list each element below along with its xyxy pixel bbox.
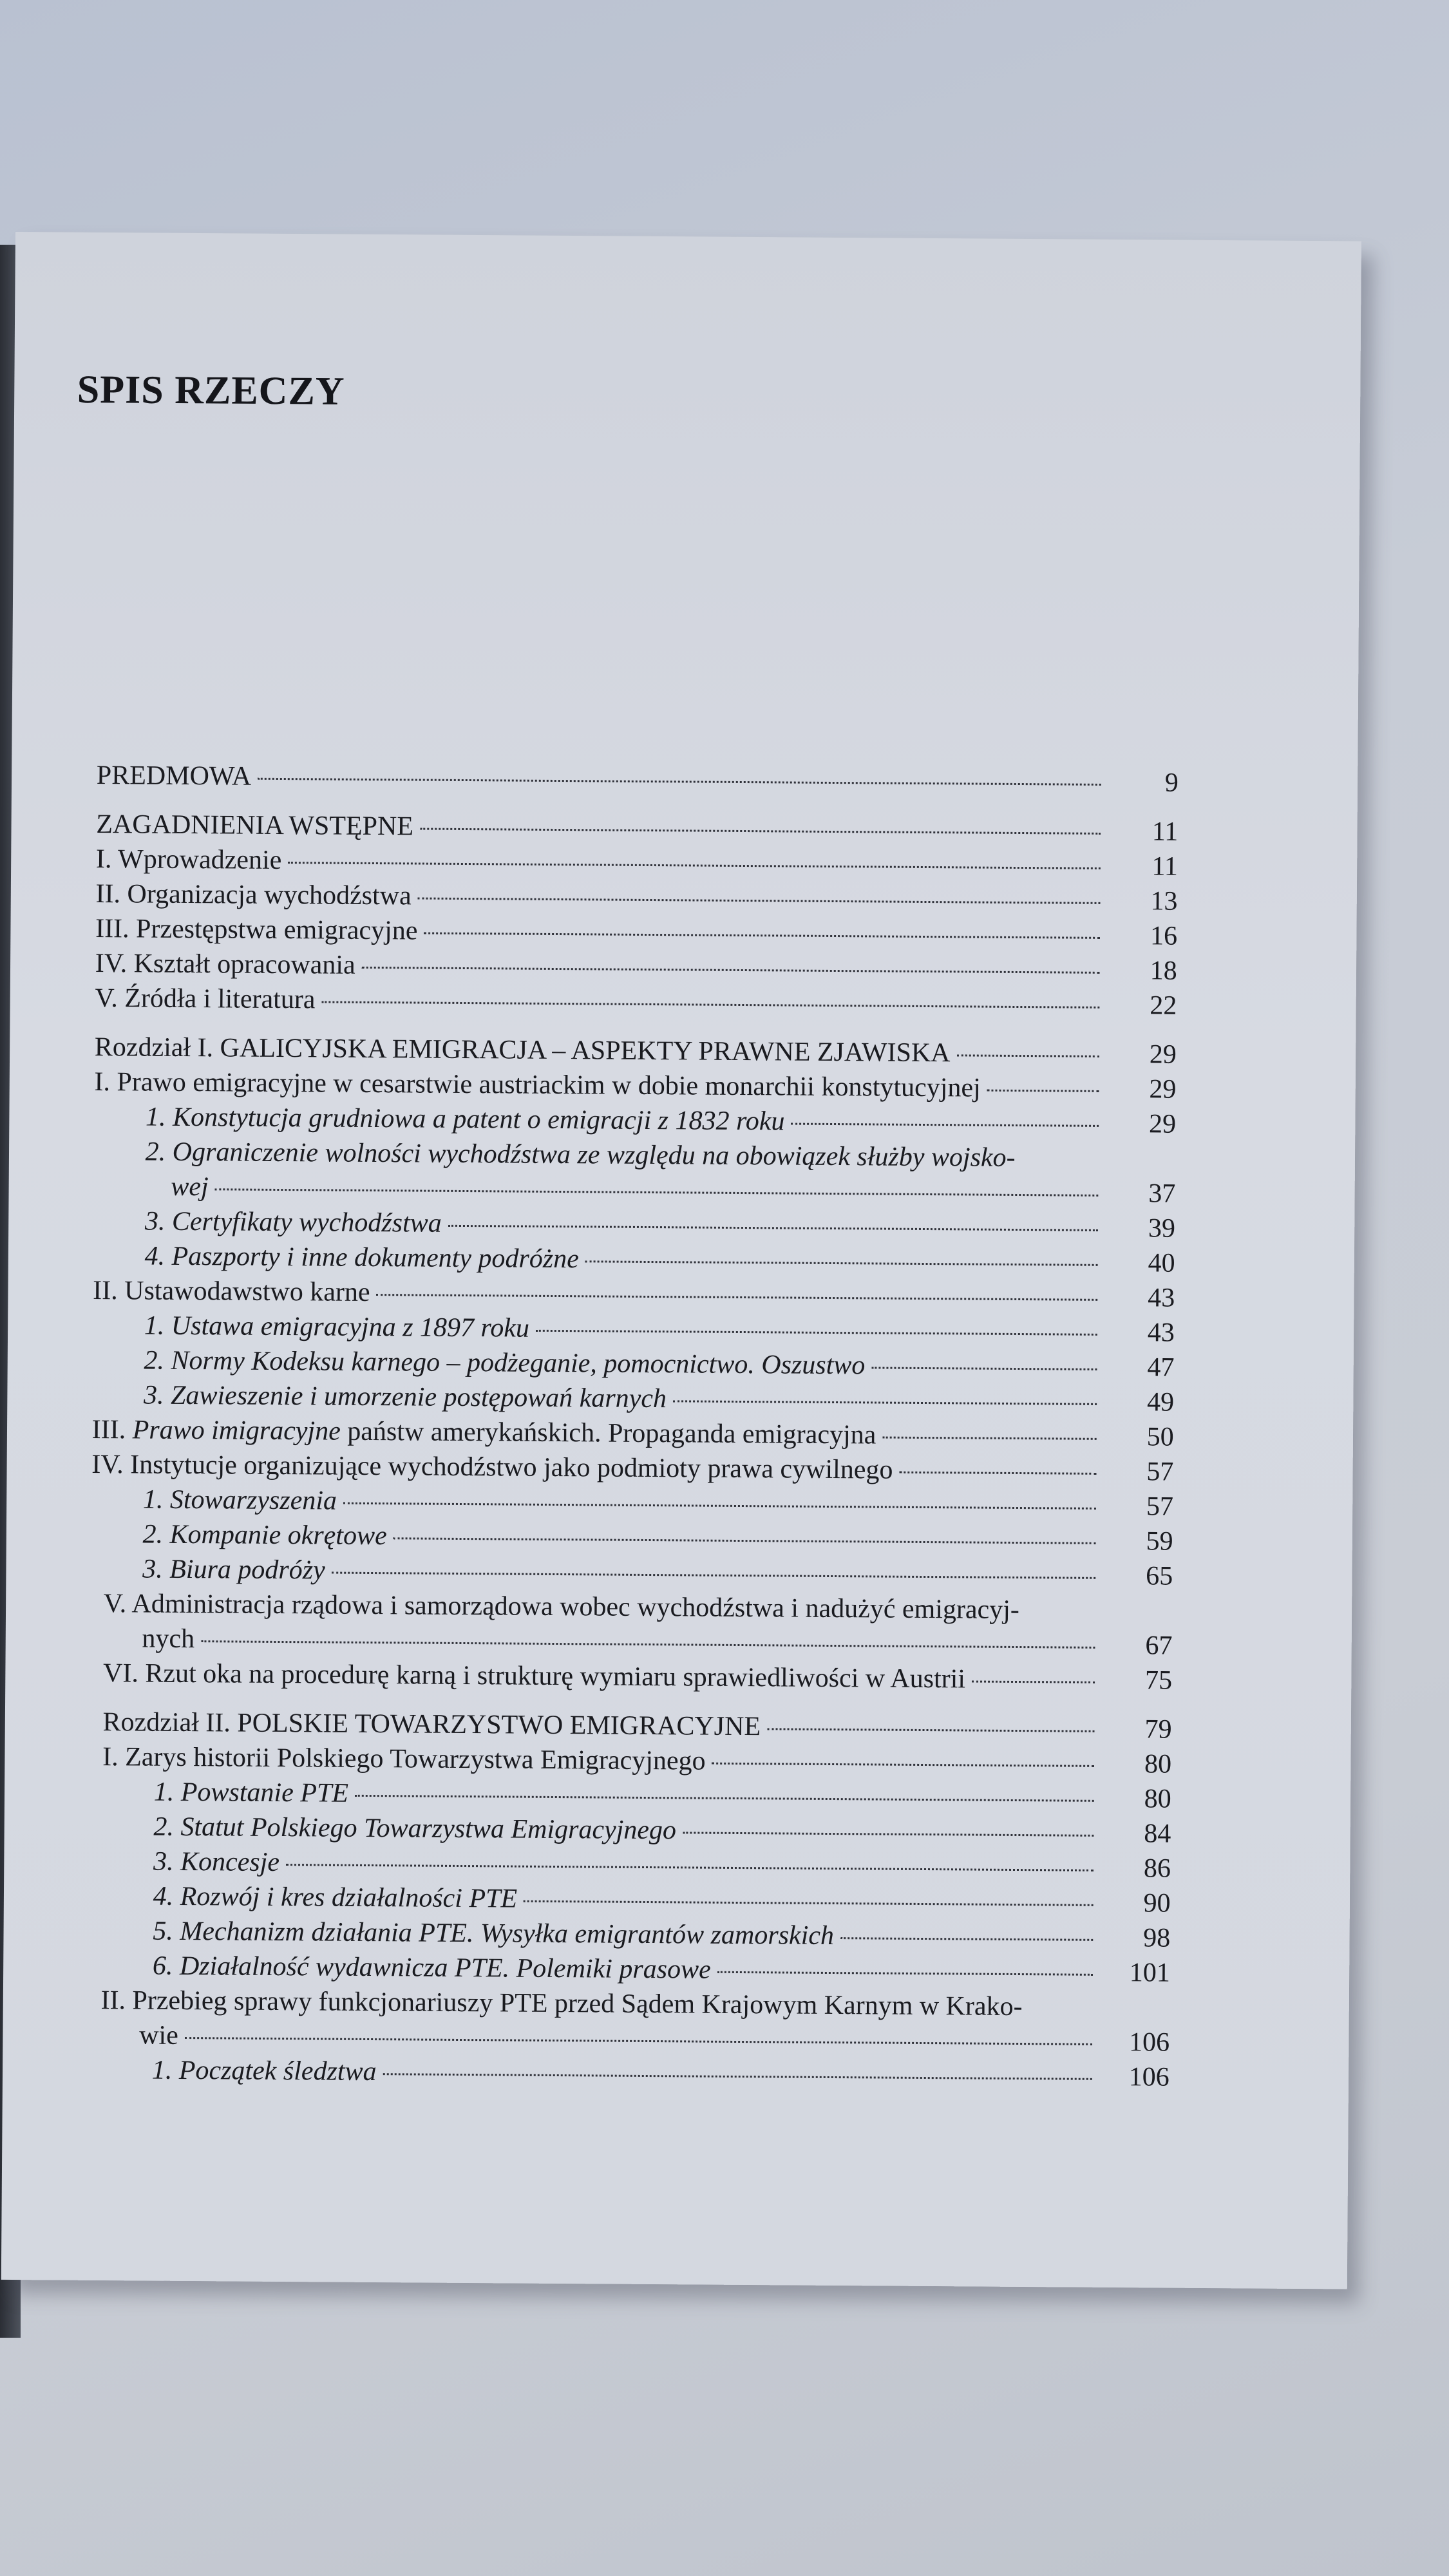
toc-entry-label: 2. Kompanie okrętowe [142,1519,387,1551]
toc-entry-label: 6. Działalność wydawnicza PTE. Polemiki prasowe [152,1951,711,1985]
toc-entry[interactable] [88,1985,1170,2062]
toc-entry-label: II. Organizacja wychodźstwa [95,878,412,911]
leader-dots [332,1572,1095,1579]
leader-dots [377,1294,1098,1301]
leader-dots [286,1864,1094,1871]
toc-entry-page: 16 [1150,921,1178,951]
toc-entry-page: 65 [1146,1561,1173,1591]
toc-entry[interactable] [95,983,1177,1025]
toc-entry-page: 9 [1164,768,1179,798]
toc-entry-label: 2. Statut Polskiego Towarzystwa Emigracyjnego [153,1812,677,1846]
toc-entry-page: 90 [1143,1888,1171,1918]
toc-entry-page: 40 [1148,1248,1175,1278]
leader-dots [673,1400,1097,1405]
toc-entry-label: 2. Normy Kodeksu karnego – podżeganie, pomocnictwo. Oszustwo [144,1345,866,1381]
toc-entry-page: 18 [1150,956,1177,986]
toc-entry-label: Rozdział II. POLSKIE TOWARZYSTWO EMIGRACYJNE [102,1707,761,1742]
toc-entry-page: 11 [1151,817,1179,847]
toc-entry[interactable] [90,1588,1173,1665]
toc-entry-page: 29 [1149,1039,1177,1070]
leader-dots [585,1260,1098,1266]
toc-entry-label: IV. Kształt opracowania [95,948,355,980]
toc-entry-page: 106 [1128,2027,1170,2058]
toc-entry-page: 49 [1146,1387,1175,1417]
toc-entry-label-suffix: państw amerykańskich. Propaganda emigracyjna [340,1416,876,1450]
toc-entry-label: 1. Stowarzyszenia [142,1484,337,1516]
toc-entry-page: 57 [1146,1492,1174,1522]
toc-entry-page: 43 [1148,1283,1175,1313]
toc-group-introduction [95,809,1178,1025]
toc-entry-label: 1. Ustawa emigracyjna z 1897 roku [144,1311,530,1343]
toc-entry-page: 50 [1146,1422,1174,1452]
leader-dots [524,1900,1094,1906]
leader-dots [536,1330,1097,1336]
toc-entry-page: 11 [1151,851,1179,882]
toc-group-preface [97,760,1179,802]
toc-entry-label: II. Przebieg sprawy funkcjonariuszy PTE przed Sądem Krajowym Karnym w Krako- [100,1985,1023,2022]
toc-entry-page: 75 [1144,1665,1173,1696]
toc-entry-page: 29 [1149,1074,1177,1104]
toc-entry-label: ZAGADNIENIA WSTĘPNE [96,809,414,842]
leader-dots [420,828,1101,835]
toc-entry-label: 1. Powstanie PTE [153,1777,349,1808]
leader-dots [424,933,1100,939]
toc-group-chapter-1 [90,1032,1177,1700]
leader-dots [987,1090,1099,1092]
leader-dots [871,1367,1097,1370]
toc-entry-label: PREDMOWA [96,761,252,791]
toc-entry[interactable] [93,1136,1176,1213]
toc-entry-page: 57 [1146,1457,1174,1487]
toc-entry-page: 79 [1144,1714,1172,1745]
toc-entry-label: IV. Instytucje organizujące wychodźstwo jako podmioty prawa cywilnego [91,1449,893,1485]
toc-entry-label [92,1414,876,1450]
toc-entry-label: 4. Paszporty i inne dokumenty podróżne [144,1241,580,1274]
toc-entry-page: 22 [1150,990,1177,1021]
toc-entry-label: 3. Zawieszenie i umorzenie postępowań karnych [143,1380,667,1414]
toc-entry-page: 80 [1144,1749,1172,1779]
toc-entry[interactable] [97,760,1179,802]
toc-entry-label: I. Wprowadzenie [95,844,282,876]
toc-entry-page: 98 [1143,1923,1171,1953]
toc-entry-label-italic: Prawo imigracyjne [132,1415,341,1446]
leader-dots [840,1937,1093,1941]
toc-entry-label-continued: nych [142,1624,195,1654]
toc-entry-label: V. Źródła i literatura [95,983,316,1015]
leader-dots [343,1502,1096,1510]
leader-dots [683,1832,1094,1836]
toc-entry-page: 67 [1145,1631,1173,1661]
toc-entry-page: 47 [1147,1352,1175,1383]
toc-entry-label: V. Administracja rządowa i samorządowa wobec wychodźstwa i nadużyć emigracyj- [103,1589,1020,1625]
toc-entry-label: 5. Mechanizm działania PTE. Wysyłka emigrantów zamorskich [153,1916,835,1951]
leader-dots [972,1681,1095,1683]
page-title: SPIS RZECZY [77,368,345,413]
leader-dots [717,1971,1093,1976]
toc-entry-label: 1. Konstytucja grudniowa a patent o emigracji z 1832 roku [145,1102,785,1137]
toc-entry-label-continued: wej [171,1171,209,1202]
toc-entry-label: II. Ustawodawstwo karne [93,1275,370,1307]
toc-entry-label-prefix: III. [91,1414,133,1445]
toc-entry-label: 2. Ograniczenie wolności wychodźstwa ze względu na obowiązek służby wojsko- [145,1137,1016,1173]
leader-dots [355,1795,1094,1802]
toc-entry-label-continued: wie [139,2020,178,2050]
leader-dots [393,1537,1096,1544]
toc-entry-label: VI. Rzut oka na procedurę karną i strukturę wymiaru sprawiedliwości w Austrii [102,1658,966,1694]
toc-entry-label: 3. Biura podróży [142,1554,325,1586]
leader-dots [712,1763,1095,1767]
toc-entry-label: Rozdział I. GALICYJSKA EMIGRACJA – ASPEKTY PRAWNE ZJAWISKA [94,1032,951,1068]
toc-entry-page: 106 [1128,2062,1170,2092]
toc-entry-label: 4. Rozwój i kres działalności PTE [153,1881,518,1914]
leader-dots [362,967,1100,974]
leader-dots [215,1188,1099,1197]
toc-entry-label: I. Prawo emigracyjne w cesarstwie austriackim w dobie monarchii konstytucyjnej [94,1066,981,1103]
toc-entry-label: I. Zarys historii Polskiego Towarzystwa Emigracyjnego [102,1742,706,1776]
toc-entry-label: 3. Koncesje [153,1846,280,1878]
leader-dots [882,1437,1096,1440]
leader-dots [957,1054,1099,1057]
toc-entry-label: III. Przestępstwa emigracyjne [95,913,418,946]
leader-dots [383,2073,1092,2080]
toc-entry-label: 3. Certyfikaty wychodźstwa [144,1206,442,1238]
toc-entry-page: 39 [1148,1213,1176,1244]
toc-entry-page: 59 [1146,1526,1173,1557]
leader-dots [448,1225,1098,1231]
toc-entry-page: 43 [1147,1318,1175,1348]
table-of-contents [87,760,1179,2111]
leader-dots [288,862,1101,869]
leader-dots [321,1001,1099,1008]
toc-entry-page: 13 [1150,886,1178,916]
toc-entry-page: 29 [1148,1109,1177,1139]
toc-group-chapter-2 [88,1707,1172,2097]
leader-dots [767,1728,1094,1732]
toc-entry-page: 84 [1144,1819,1171,1849]
leader-dots [258,778,1101,786]
leader-dots [185,2037,1092,2045]
toc-entry-page: 101 [1129,1958,1171,1988]
toc-entry-page: 86 [1143,1853,1171,1884]
leader-dots [201,1640,1095,1649]
toc-entry-page: 37 [1148,1179,1176,1209]
leader-dots [791,1123,1099,1127]
leader-dots [418,897,1101,904]
toc-entry-label: 1. Początek śledztwa [151,2055,377,2087]
toc-entry-page: 80 [1144,1784,1171,1814]
leader-dots [899,1472,1096,1475]
